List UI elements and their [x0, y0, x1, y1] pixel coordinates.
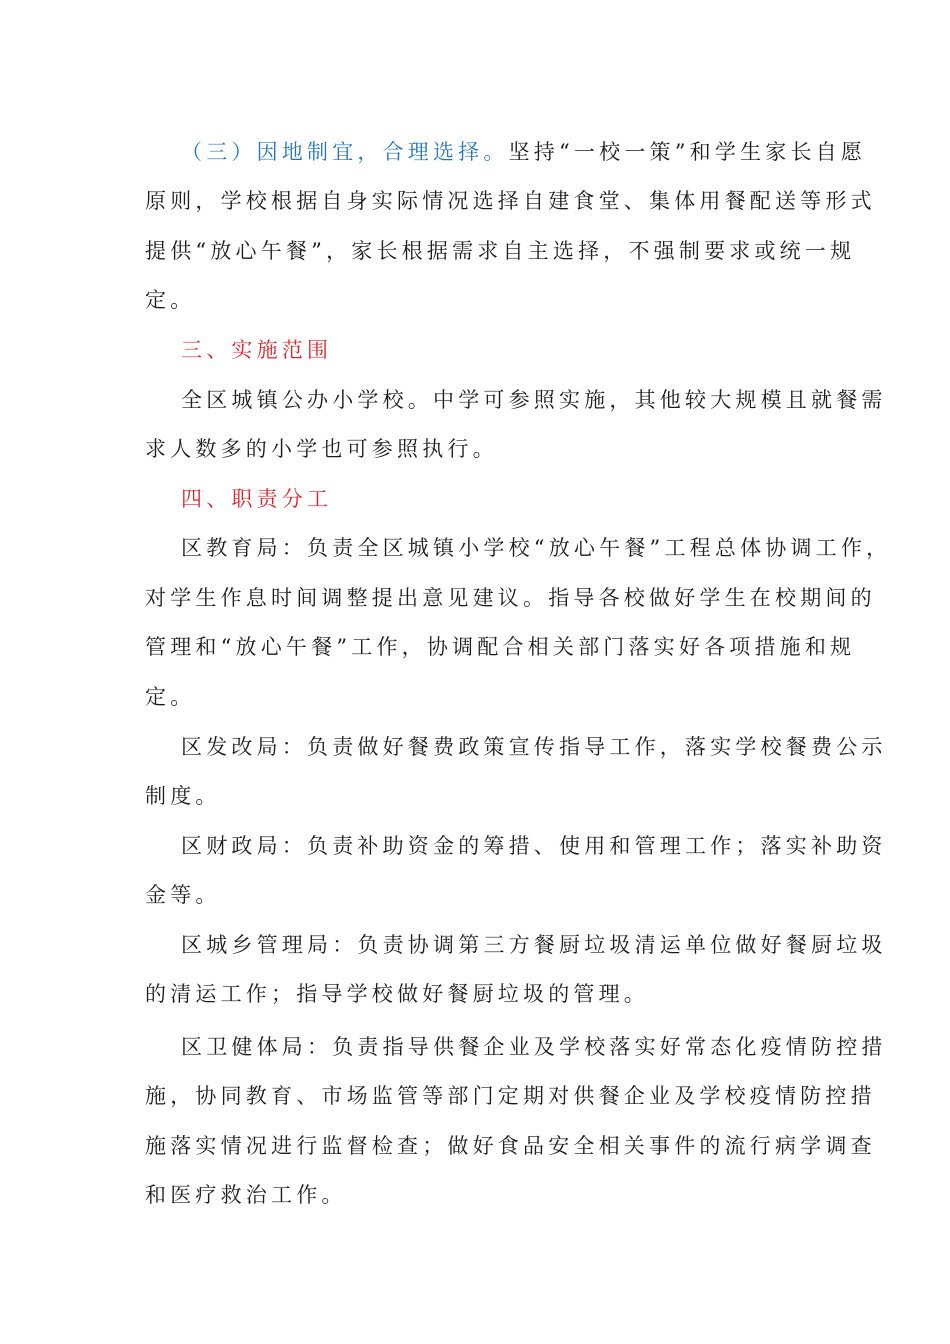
subsection-heading: （三）因地制宜，合理选择。	[181, 140, 509, 164]
section-heading-scope: 三、实施范围	[181, 338, 333, 362]
paragraph-line: 提供“放心午餐”，家长根据需求自主选择，不强制要求或统一规	[145, 239, 856, 263]
paragraph-line: 的清运工作；指导学校做好餐厨垃圾的管理。	[145, 982, 649, 1006]
paragraph-line: 制度。	[145, 784, 221, 808]
paragraph-line: 区财政局：负责补助资金的筹措、使用和管理工作；落实补助资	[181, 834, 887, 858]
paragraph-line: 原则，学校根据自身实际情况选择自建食堂、集体用餐配送等形式	[145, 189, 876, 213]
paragraph-line: 金等。	[145, 883, 221, 907]
paragraph-line: 和医疗救治工作。	[145, 1183, 347, 1207]
paragraph-line: 区城乡管理局：负责协调第三方餐厨垃圾清运单位做好餐厨垃圾	[181, 933, 887, 957]
paragraph-line: 管理和“放心午餐”工作，协调配合相关部门落实好各项措施和规	[145, 635, 856, 659]
section-heading-duties: 四、职责分工	[181, 487, 333, 511]
paragraph-line: （三）因地制宜，合理选择。坚持“一校一策”和学生家长自愿	[181, 140, 867, 164]
paragraph-line: 区发改局：负责做好餐费政策宣传指导工作，落实学校餐费公示	[181, 735, 887, 759]
paragraph-line: 施落实情况进行监督检查；做好食品安全相关事件的流行病学调查	[145, 1134, 876, 1158]
paragraph-line: 区教育局：负责全区城镇小学校“放心午餐”工程总体协调工作，	[181, 536, 892, 560]
paragraph-line: 区卫健体局：负责指导供餐企业及学校落实好常态化疫情防控措	[181, 1035, 887, 1059]
paragraph-line: 全区城镇公办小学校。中学可参照实施，其他较大规模且就餐需	[181, 388, 887, 412]
paragraph-line: 定。	[145, 288, 196, 312]
paragraph-line: 对学生作息时间调整提出意见建议。指导各校做好学生在校期间的	[145, 586, 876, 610]
paragraph-line: 求人数多的小学也可参照执行。	[145, 437, 498, 461]
paragraph-line: 施，协同教育、市场监管等部门定期对供餐企业及学校疫情防控措	[145, 1084, 876, 1108]
paragraph-line: 定。	[145, 685, 196, 709]
